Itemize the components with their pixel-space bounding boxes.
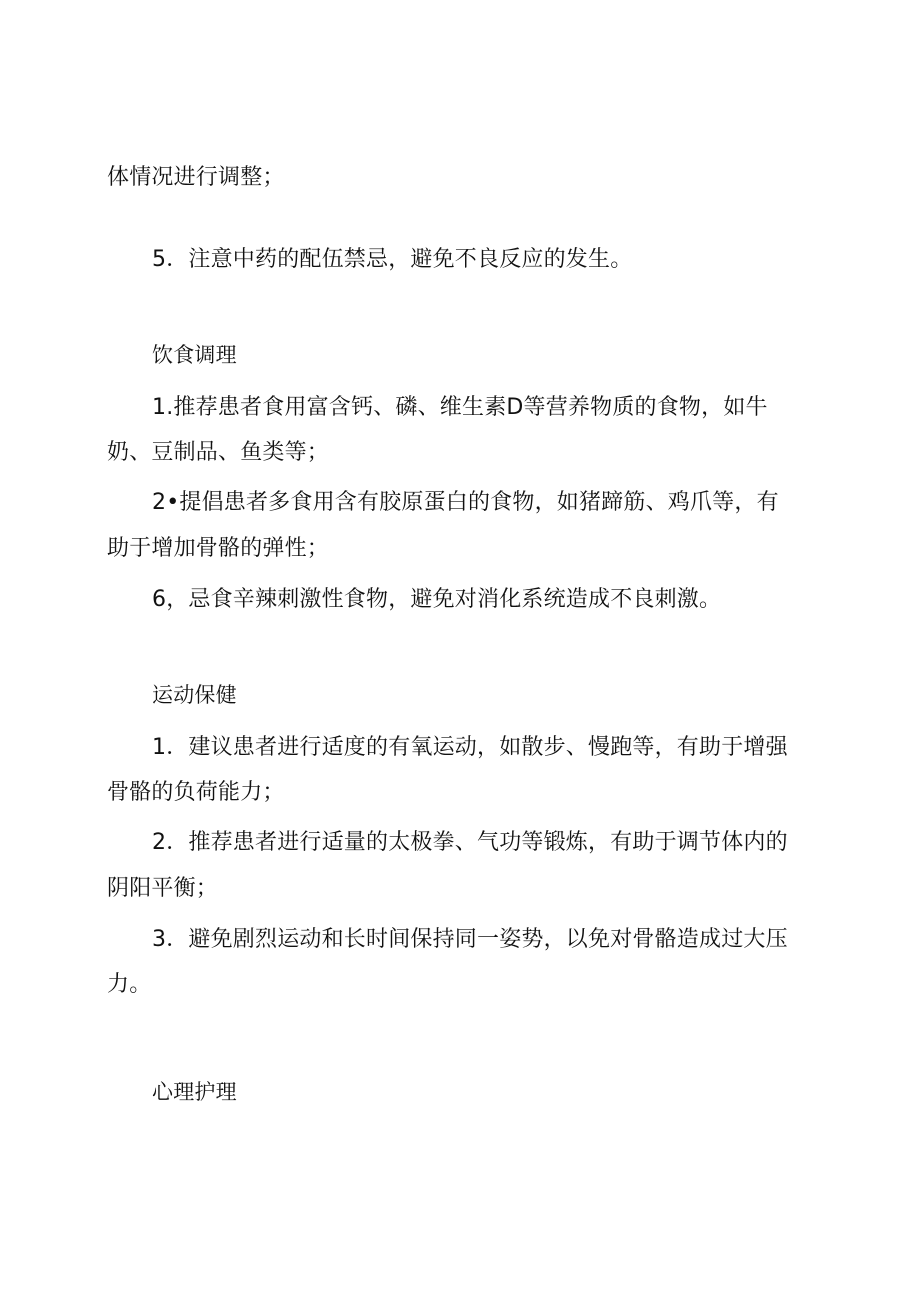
- diet-item-3: 6，忌食辛辣刺激性食物，避免对消化系统造成不良刺激。: [152, 587, 722, 612]
- diet-item-1-line-2: 奶、豆制品、鱼类等；: [107, 440, 330, 465]
- exercise-item-3-line-1: 3．避免剧烈运动和长时间保持同一姿势，以免对骨骼造成过大压: [152, 927, 788, 952]
- exercise-item-3-line-2: 力。: [107, 972, 152, 997]
- psychology-heading: 心理护理: [152, 1080, 237, 1104]
- diet-heading: 饮食调理: [152, 343, 237, 367]
- exercise-item-2-line-1: 2．推荐患者进行适量的太极拳、气功等锻炼，有助于调节体内的: [152, 830, 788, 855]
- exercise-item-1-line-1: 1．建议患者进行适度的有氧运动，如散步、慢跑等，有助于增强: [152, 735, 788, 760]
- exercise-item-1-line-2: 骨骼的负荷能力；: [107, 780, 285, 805]
- exercise-item-2-line-2: 阴阳平衡；: [107, 876, 219, 901]
- exercise-heading: 运动保健: [152, 683, 237, 707]
- diet-item-2-line-1: 2•提倡患者多食用含有胶原蛋白的食物，如猪蹄筋、鸡爪等，有: [152, 490, 779, 515]
- diet-item-2-line-2: 助于增加骨骼的弹性；: [107, 536, 330, 561]
- diet-item-1-line-1: 1.推荐患者食用富含钙、磷、维生素D等营养物质的食物，如牛: [152, 395, 768, 420]
- tcm-item-5: 5．注意中药的配伍禁忌，避免不良反应的发生。: [152, 247, 633, 272]
- continuation-line: 体情况进行调整；: [107, 165, 285, 190]
